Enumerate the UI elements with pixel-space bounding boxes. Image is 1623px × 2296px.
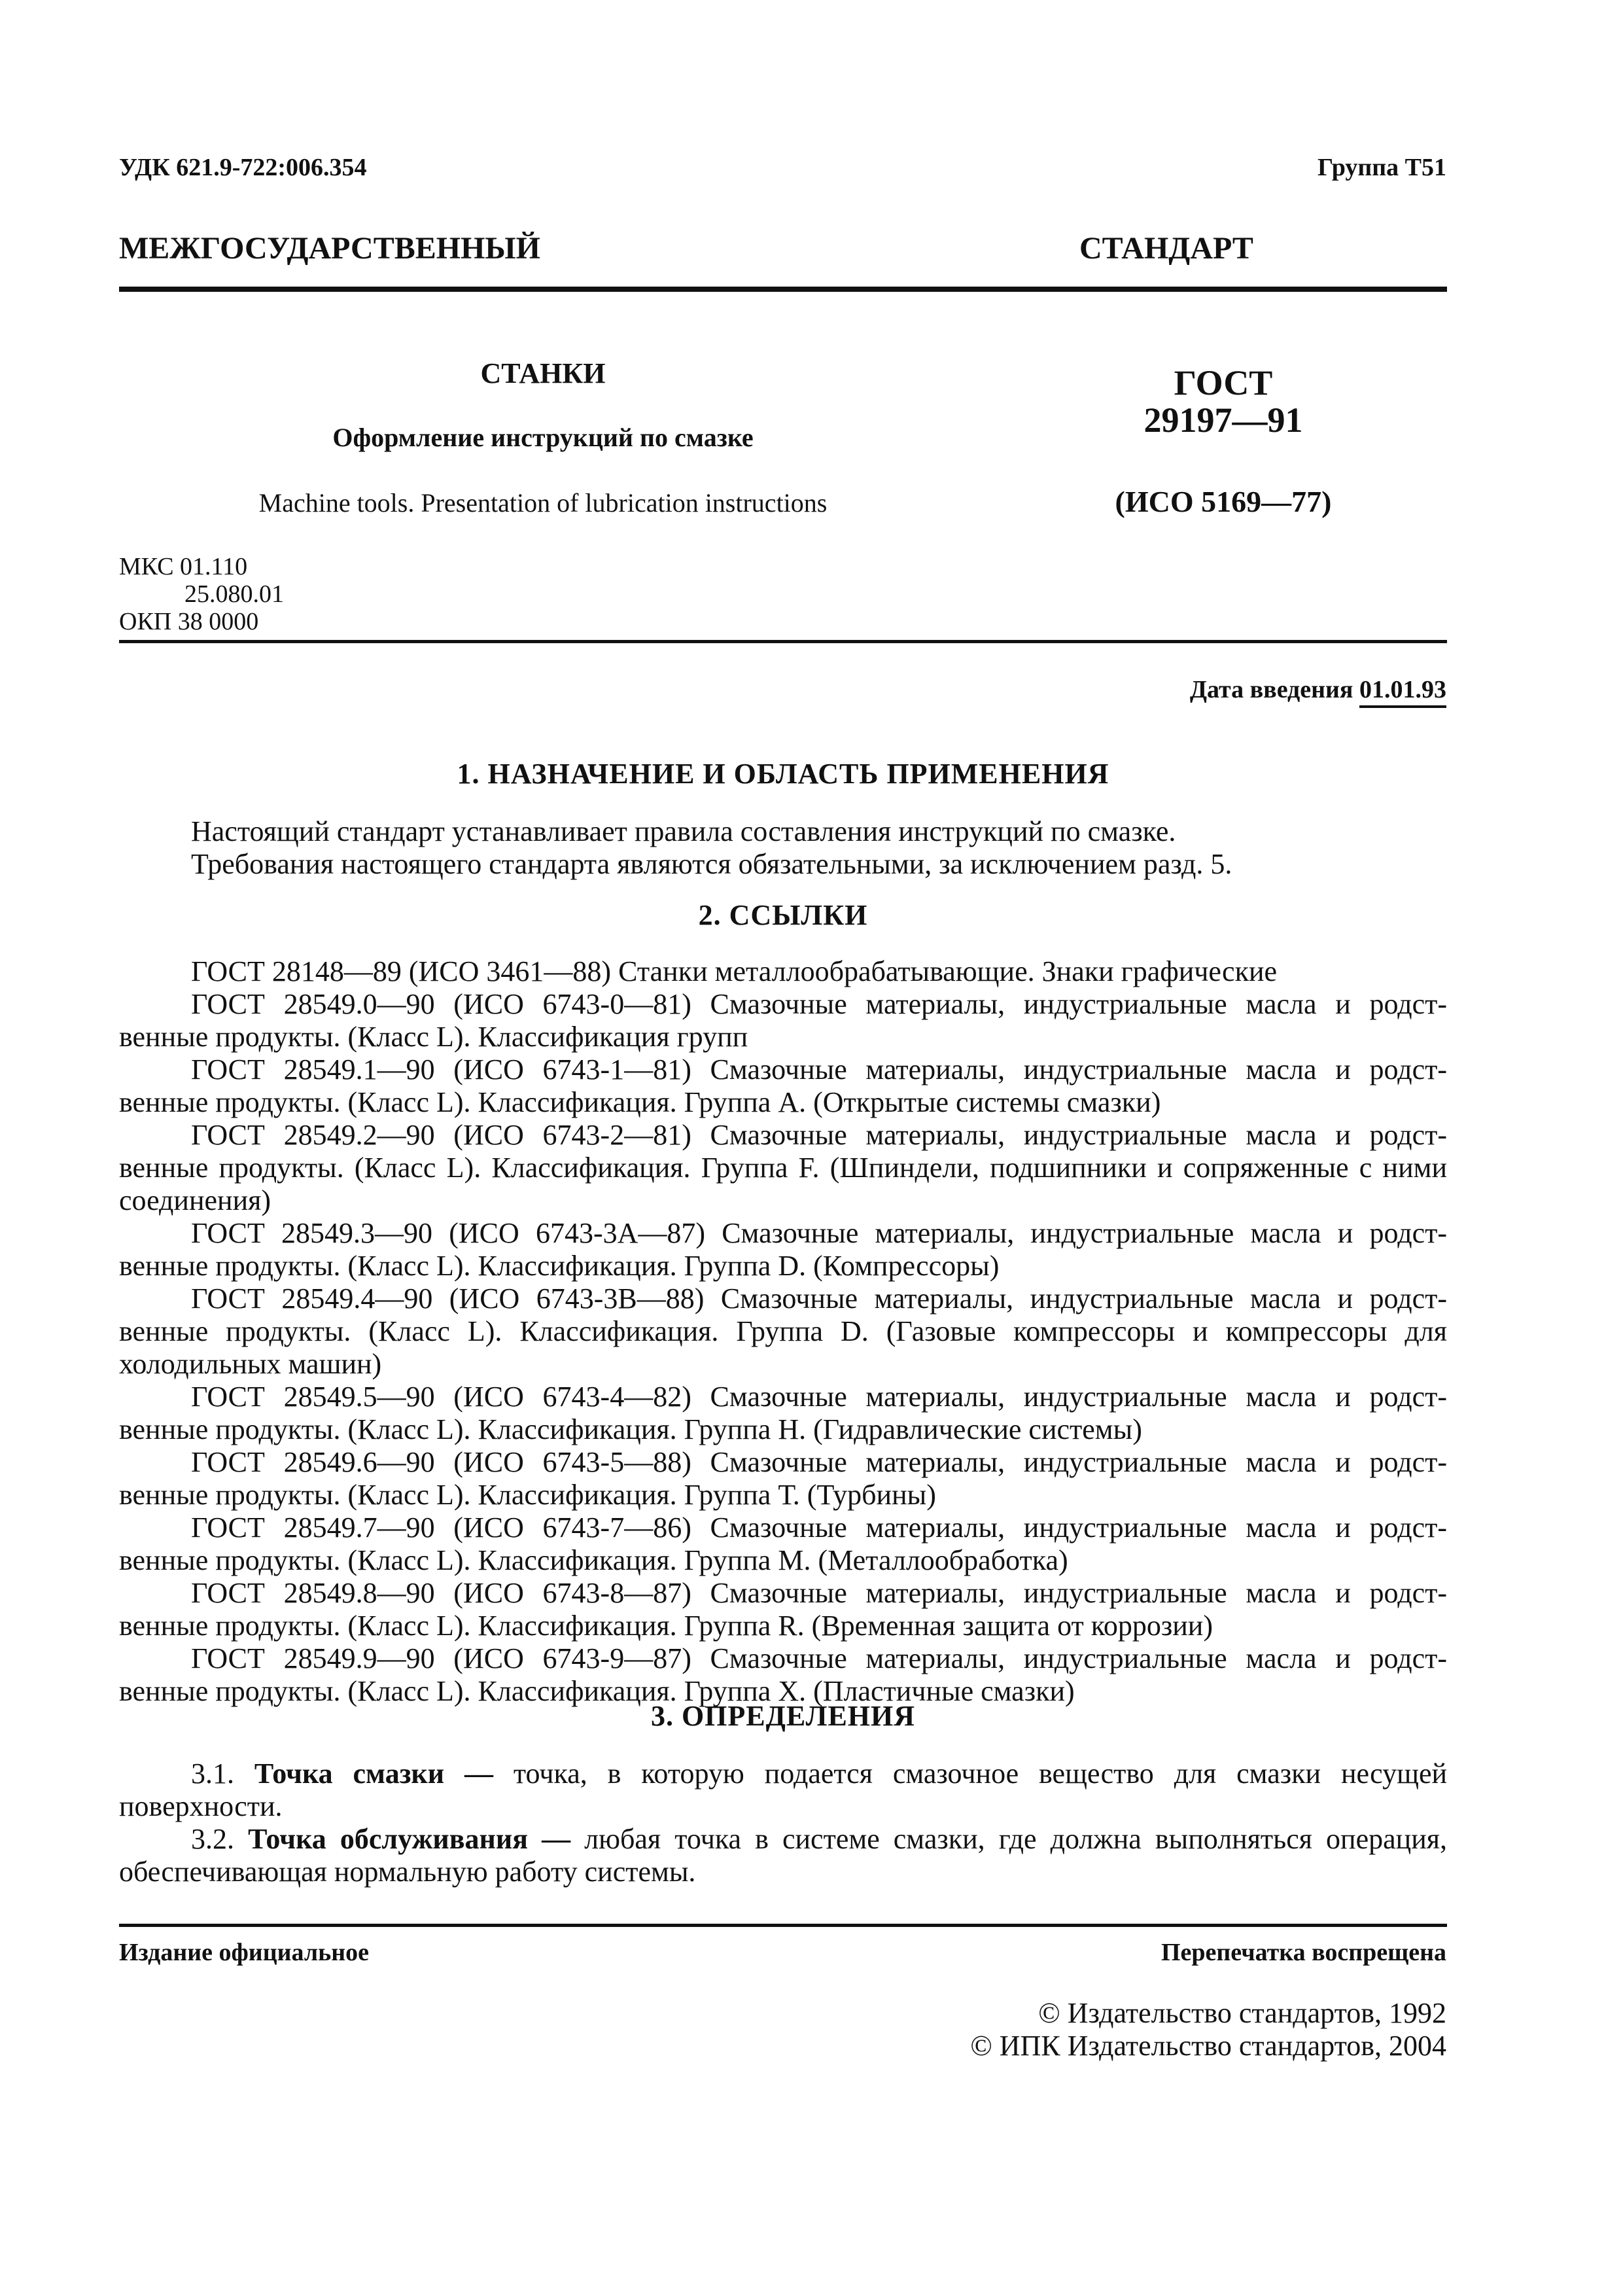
introduction-date-label: Дата введения: [1189, 676, 1353, 703]
introduction-date-value: 01.01.93: [1359, 675, 1446, 708]
reference-item-continuation: венные продукты. (Класс L). Классификация. Группа X. (Пластичные смазки): [119, 1675, 1075, 1707]
definition-3-2-term: Точка обслуживания —: [248, 1823, 571, 1855]
okp-code: ОКП 38 0000: [119, 608, 259, 635]
reference-item-first-line: ГОСТ 28549.4—90 (ИСО 6743-3В—88) Смазочные материалы, индустриальные масла и родст-: [191, 1282, 1447, 1315]
reference-item-first-line: ГОСТ 28549.9—90 (ИСО 6743-9—87) Смазочные материалы, индустриальные масла и родст-: [191, 1642, 1447, 1674]
definition-3-1-continuation: поверхности.: [119, 1790, 283, 1822]
doc-english-title: Machine tools. Presentation of lubrication instructions: [258, 488, 828, 518]
reference-item-first-line: ГОСТ 28549.5—90 (ИСО 6743-4—82) Смазочные материалы, индустриальные масла и родст-: [191, 1381, 1447, 1413]
section-1-paragraph-2: Требования настоящего стандарта являются обязательными, за исключением разд. 5.: [191, 848, 1232, 880]
reference-list: [119, 955, 1447, 1708]
definition-3-1-term: Точка смазки —: [254, 1757, 493, 1790]
copyright-2004: © ИПК Издательство стандартов, 2004: [970, 2030, 1446, 2062]
header-rule: [119, 287, 1447, 292]
reference-item: [119, 1381, 1447, 1446]
reference-item-continuation: венные продукты. (Класс L). Классификация групп: [119, 1021, 748, 1053]
reference-item-first-line: ГОСТ 28549.1—90 (ИСО 6743-1—81) Смазочные материалы, индустриальные масла и родст-: [191, 1053, 1447, 1086]
copyright-1992: © Издательство стандартов, 1992: [1038, 1997, 1446, 2029]
reference-item: [119, 1282, 1447, 1381]
definition-3-1-text: точка, в которую подается смазочное вещество для смазки несущей: [513, 1757, 1448, 1790]
reference-item-continuation: венные продукты. (Класс L). Классификация. Группа F. (Шпиндели, подшипники и сопряженные с ними соединения): [119, 1152, 1447, 1216]
reference-item-first-line: ГОСТ 28549.3—90 (ИСО 6743-3А—87) Смазочные материалы, индустриальные масла и родст-: [191, 1217, 1447, 1249]
definition-3-2-text: любая точка в системе смазки, где должна выполняться операция,: [584, 1823, 1447, 1855]
reference-item: [119, 1642, 1447, 1708]
reprint-prohibited: Перепечатка воспрещена: [1161, 1939, 1446, 1966]
banner-interstate: МЕЖГОСУДАРСТВЕННЫЙ: [119, 231, 540, 266]
reference-item: [119, 988, 1447, 1053]
reference-item: [119, 1577, 1447, 1642]
definition-3-2: [119, 1823, 1447, 1856]
section-1-heading: 1. НАЗНАЧЕНИЕ И ОБЛАСТЬ ПРИМЕНЕНИЯ: [457, 758, 1109, 790]
footer-rule: [119, 1924, 1447, 1927]
reference-item: [119, 1119, 1447, 1217]
udk-code: УДК 621.9-722:006.354: [119, 154, 367, 181]
gost-number: 29197—91: [1143, 400, 1303, 440]
reference-item-first-line: ГОСТ 28549.2—90 (ИСО 6743-2—81) Смазочные материалы, индустриальные масла и родст-: [191, 1119, 1447, 1151]
definition-3-2-continuation: обеспечивающая нормальную работу системы.: [119, 1856, 696, 1888]
definition-3-1-number: 3.1.: [191, 1757, 234, 1790]
reference-item-continuation: венные продукты. (Класс L). Классификация. Группа D. (Компрессоры): [119, 1250, 1000, 1282]
doc-title: СТАНКИ: [480, 357, 606, 389]
banner-standard: СТАНДАРТ: [1079, 231, 1253, 266]
group-code: Группа Т51: [1317, 154, 1446, 181]
mks-code-2: 25.080.01: [184, 580, 284, 608]
section-3-heading: 3. ОПРЕДЕЛЕНИЯ: [650, 1700, 916, 1732]
reference-item-continuation: венные продукты. (Класс L). Классификация. Группа D. (Газовые компрессоры и компрессоры для холодильных машин): [119, 1315, 1447, 1380]
reference-item-first-line: ГОСТ 28549.8—90 (ИСО 6743-8—87) Смазочные материалы, индустриальные масла и родст-: [191, 1577, 1447, 1609]
reference-item: [119, 1053, 1447, 1119]
section-1-paragraph-1: Настоящий стандарт устанавливает правила составления инструкций по смазке.: [191, 815, 1176, 847]
gost-label: ГОСТ: [1174, 363, 1273, 402]
reference-item-first-line: ГОСТ 28549.0—90 (ИСО 6743-0—81) Смазочные материалы, индустриальные масла и родст-: [191, 988, 1447, 1020]
reference-item-continuation: венные продукты. (Класс L). Классификация. Группа Т. (Турбины): [119, 1479, 936, 1511]
reference-item-first-line: ГОСТ 28148—89 (ИСО 3461—88) Станки металлообрабатывающие. Знаки графические: [191, 955, 1278, 987]
definition-3-1: [119, 1757, 1447, 1790]
reference-item: [119, 955, 1447, 988]
official-edition: Издание официальное: [119, 1939, 370, 1966]
reference-item-continuation: венные продукты. (Класс L). Классификация. Группа М. (Металлообработка): [119, 1544, 1068, 1576]
section-2-heading: 2. ССЫЛКИ: [698, 899, 868, 931]
doc-subtitle: Оформление инструкций по смазке: [332, 423, 754, 452]
mks-code-1: МКС 01.110: [119, 553, 248, 580]
introduction-date: [1190, 675, 1446, 708]
reference-item: [119, 1511, 1447, 1577]
reference-item-first-line: ГОСТ 28549.6—90 (ИСО 6743-5—88) Смазочные материалы, индустриальные масла и родст-: [191, 1446, 1447, 1478]
definition-3-2-number: 3.2.: [191, 1823, 234, 1855]
reference-item-first-line: ГОСТ 28549.7—90 (ИСО 6743-7—86) Смазочные материалы, индустриальные масла и родст-: [191, 1511, 1447, 1544]
reference-item-continuation: венные продукты. (Класс L). Классификация. Группа А. (Открытые системы смазки): [119, 1086, 1161, 1118]
title-block-rule: [119, 640, 1447, 643]
reference-item-continuation: венные продукты. (Класс L). Классификация. Группа Н. (Гидравлические системы): [119, 1413, 1142, 1445]
iso-reference: (ИСО 5169—77): [1115, 485, 1332, 518]
reference-item-continuation: венные продукты. (Класс L). Классификация. Группа R. (Временная защита от коррозии): [119, 1610, 1213, 1642]
reference-item: [119, 1446, 1447, 1511]
reference-item: [119, 1217, 1447, 1282]
